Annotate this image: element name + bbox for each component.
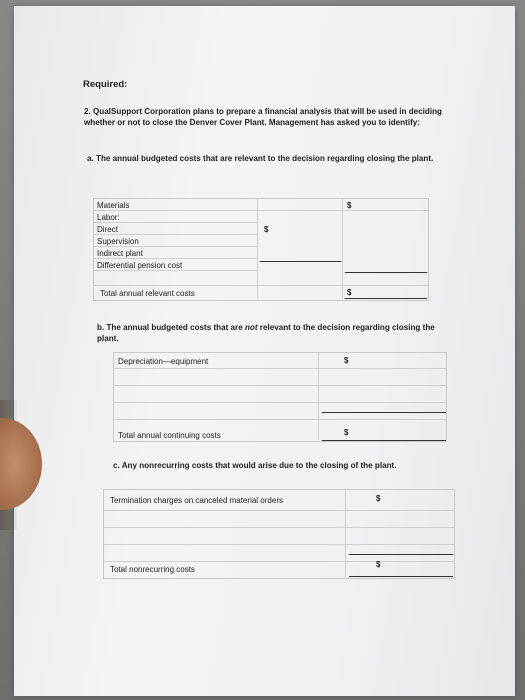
- dollar-sign: $: [344, 428, 349, 437]
- row-labor: Labor:: [97, 213, 120, 222]
- part-b-prompt-prefix: b. The annual budgeted costs that are: [97, 323, 245, 332]
- dollar-sign: $: [376, 494, 381, 503]
- row-supervision: Supervision: [97, 237, 139, 246]
- row-total-nonrecurring: Total nonrecurring costs: [110, 565, 195, 574]
- row-differential-pension: Differential pension cost: [97, 261, 183, 270]
- row-total-continuing: Total annual continuing costs: [118, 431, 221, 440]
- row-materials: Materials: [97, 201, 130, 210]
- intro-paragraph: 2. QualSupport Corporation plans to prepare a financial analysis that will be used in deciding whether or not to close the Denver Cover Plant. Management has asked you to identify:: [84, 107, 442, 127]
- dollar-sign: $: [376, 560, 381, 569]
- dollar-sign: $: [344, 356, 349, 365]
- part-b-prompt-not: not: [244, 323, 258, 332]
- row-indirect-plant: Indirect plant: [97, 249, 143, 258]
- dollar-sign: $: [347, 201, 352, 210]
- row-direct: Direct: [97, 225, 118, 234]
- row-depreciation-equipment: Depreciation—equipment: [118, 357, 209, 366]
- dollar-sign: $: [264, 225, 269, 234]
- part-a-prompt: a. The annual budgeted costs that are relevant to the decision regarding closing the plant.: [87, 154, 434, 163]
- part-b-prompt: [97, 323, 437, 344]
- dollar-sign: $: [347, 288, 352, 297]
- row-total-relevant: Total annual relevant costs: [100, 289, 195, 298]
- required-heading: Required:: [83, 79, 128, 90]
- part-b-prompt-suffix: relevant to the decision regarding closing the plant.: [97, 323, 435, 343]
- row-termination-charges: Termination charges on canceled material orders: [110, 496, 283, 505]
- part-c-prompt: c. Any nonrecurring costs that would arise due to the closing of the plant.: [113, 461, 397, 470]
